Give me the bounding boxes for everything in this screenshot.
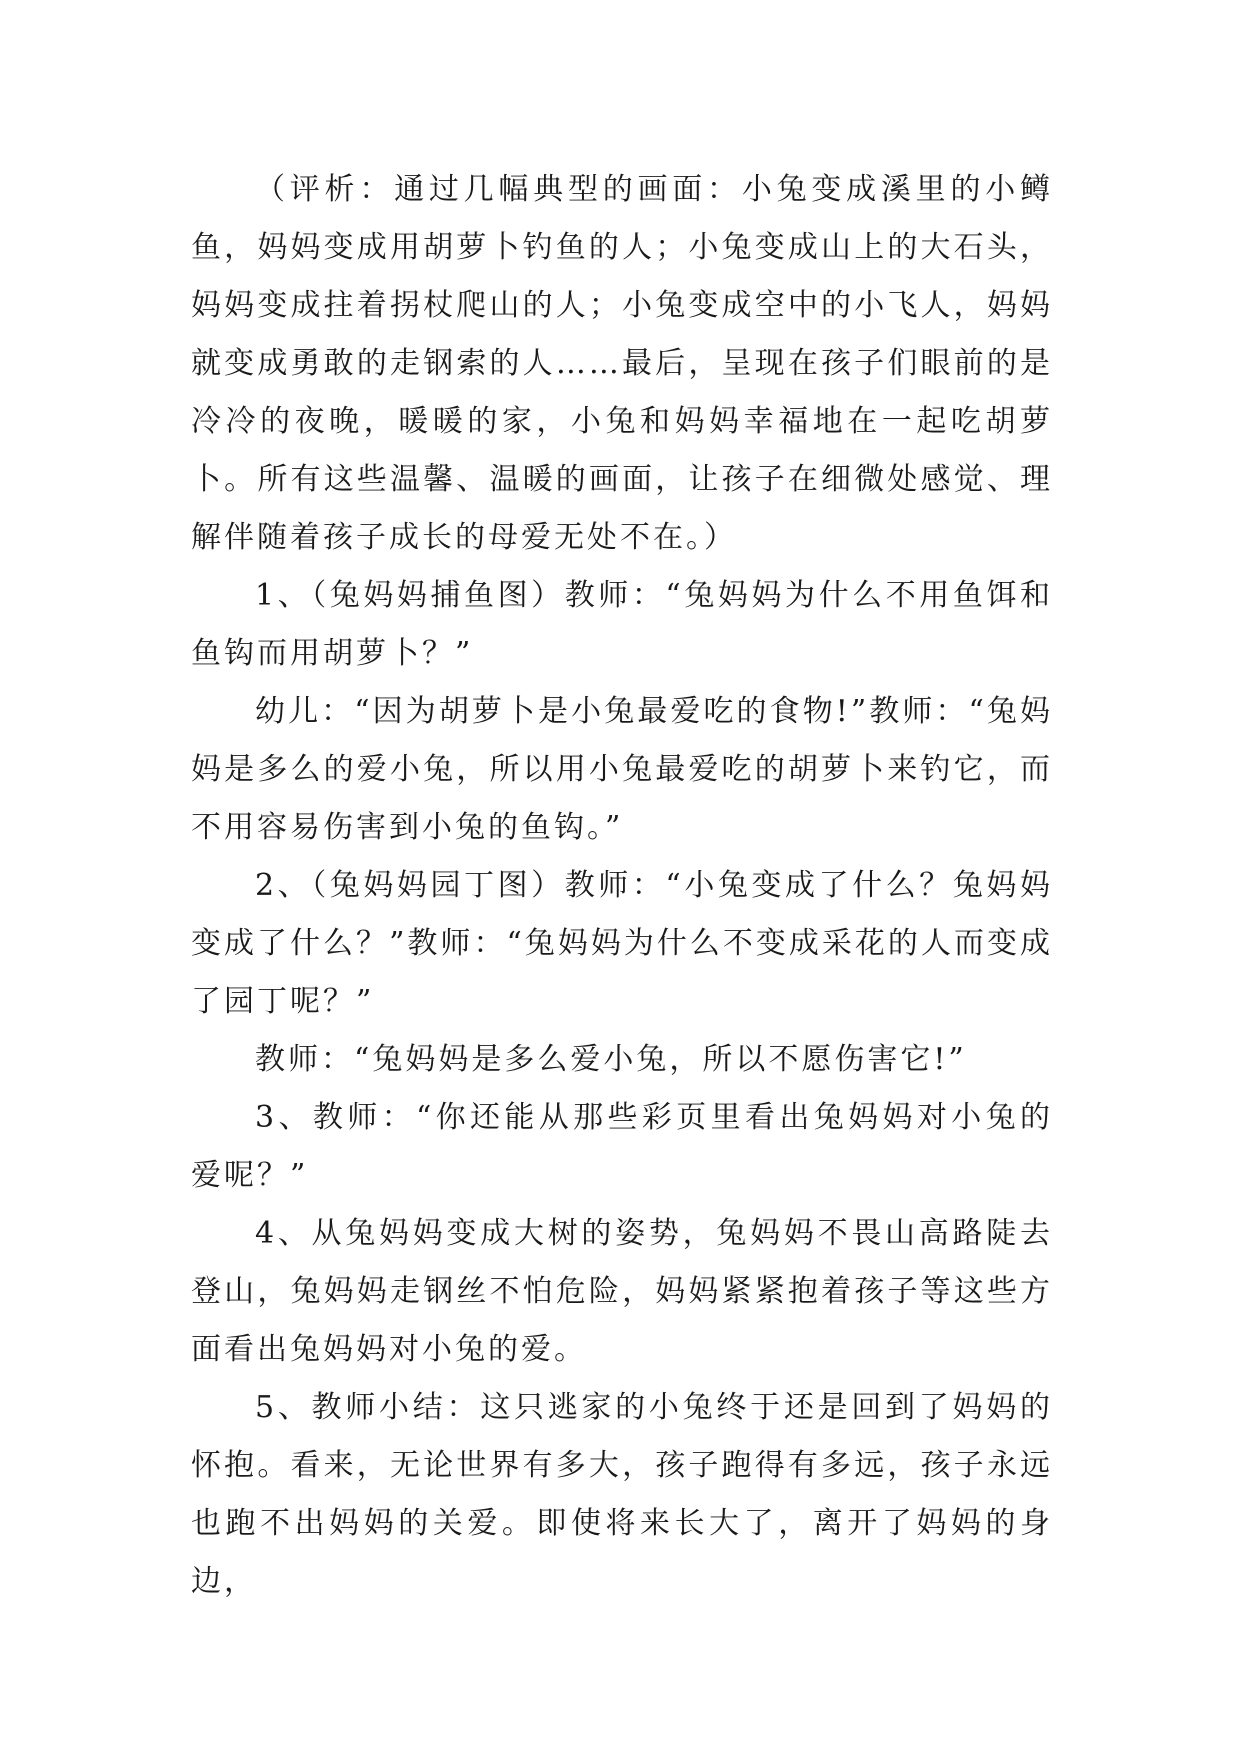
paragraph-commentary: （评析：通过几幅典型的画面：小兔变成溪里的小鳟鱼，妈妈变成用胡萝卜钓鱼的人；小兔变成山上的大石头，妈妈变成拄着拐杖爬山的人；小兔变成空中的小飞人，妈妈就变成勇敢的走钢索的人……最后，呈现在孩子们眼前的是冷冷的夜晚，暖暖的家，小兔和妈妈幸福地在一起吃胡萝卜。所有这些温馨、温暖的画面，让孩子在细微处感觉、理解伴随着孩子成长的母爱无处不在。） <box>191 172 1053 555</box>
paragraph-child-answer: 幼儿：“因为胡萝卜是小兔最爱吃的食物!”教师：“兔妈妈是多么的爱小兔，所以用小兔最爱吃的胡萝卜来钓它，而不用容易伤害到小兔的鱼钩。” <box>191 694 1053 845</box>
paragraph-item-4: 4、从兔妈妈变成大树的姿势，兔妈妈不畏山高路陡去登山，兔妈妈走钢丝不怕危险，妈妈紧紧抱着孩子等这些方面看出兔妈妈对小兔的爱。 <box>191 1216 1053 1367</box>
paragraph-teacher-remark: 教师：“兔妈妈是多么爱小兔，所以不愿伤害它!” <box>255 1042 967 1077</box>
paragraph-item-1: 1、（兔妈妈捕鱼图）教师：“兔妈妈为什么不用鱼饵和鱼钩而用胡萝卜？” <box>191 578 1053 671</box>
paragraph-item-5: 5、教师小结：这只逃家的小兔终于还是回到了妈妈的怀抱。看来，无论世界有多大，孩子跑得有多远，孩子永远也跑不出妈妈的关爱。即使将来长大了，离开了妈妈的身边， <box>191 1390 1053 1599</box>
paragraph-item-2: 2、（兔妈妈园丁图）教师：“小兔变成了什么？兔妈妈变成了什么？”教师：“兔妈妈为什么不变成采花的人而变成了园丁呢？” <box>191 868 1053 1019</box>
document-body <box>191 161 1053 1611</box>
paragraph-item-3: 3、教师：“你还能从那些彩页里看出兔妈妈对小兔的爱呢？” <box>191 1100 1053 1193</box>
